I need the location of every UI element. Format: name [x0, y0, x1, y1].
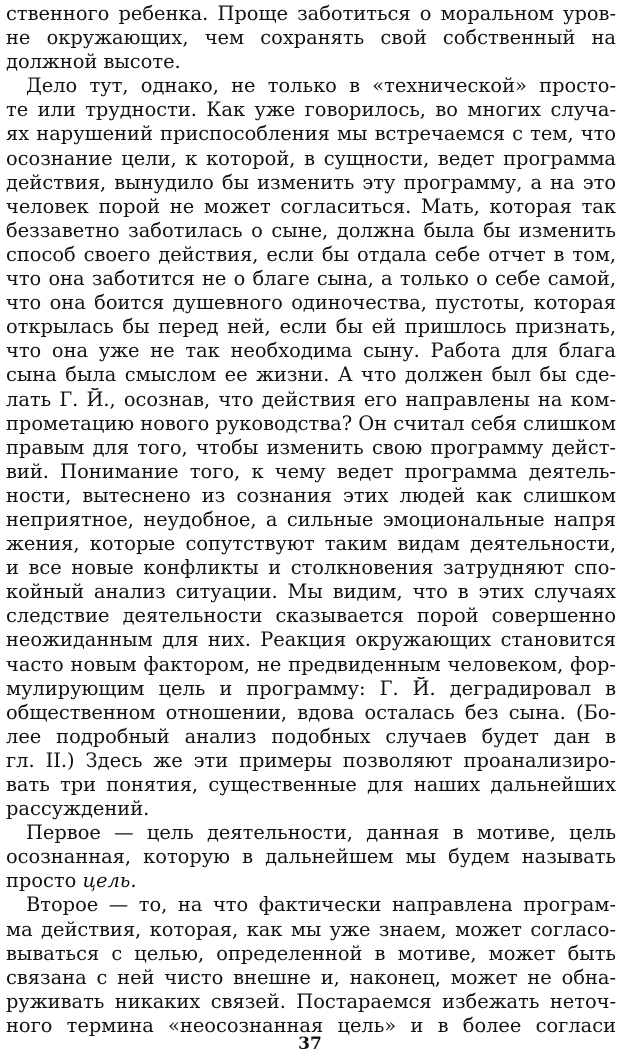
- text-line: ма действия, которая, как мы уже знаем, может согласо-: [6, 917, 616, 941]
- text-line: вываться с целью, определенной в мотиве, может быть: [6, 941, 616, 965]
- text-line: мулирующим цель и программу: Г. Й. деградировал в: [6, 676, 616, 700]
- text-line: Первое — цель деятельности, данная в мотиве, цель: [26, 821, 616, 845]
- text-line: ях нарушений приспособления мы встречаемся с тем, что: [6, 122, 616, 146]
- text-line: рассуждений.: [6, 797, 150, 821]
- text-line: ности, вытеснено из сознания этих людей как слишком: [6, 483, 616, 507]
- text-line: руживать никаких связей. Постараемся избежать неточ-: [6, 989, 616, 1013]
- text-line: вий. Понимание того, к чему ведет программа деятель-: [6, 459, 616, 483]
- text-line: беззаветно заботилась о сыне, должна была бы изменить: [6, 218, 616, 242]
- text-line: ственного ребенка. Проще заботиться о моральном уров-: [6, 2, 616, 25]
- text-line: человек порой не может согласиться. Мать, которая так: [6, 194, 616, 218]
- page-number: 37: [298, 1034, 322, 1054]
- text-line: ного термина «неосознанная цель» и в более согласи: [6, 1013, 616, 1037]
- text-line: [6, 869, 616, 893]
- text-line: лее подробный анализ подобных случаев будет дан в: [6, 724, 616, 748]
- text-line: сына была смыслом ее жизни. А что должен был бы сде-: [6, 363, 616, 387]
- text-line: гл. II.) Здесь же эти примеры позволяют проанализиро-: [6, 748, 616, 772]
- text-line: осознание цели, к которой, в сущности, ведет программа: [6, 146, 616, 170]
- text-line: койный анализ ситуации. Мы видим, что в этих случаях: [6, 580, 616, 604]
- text-line: что она заботится не о благе сына, а только о себе самой,: [6, 267, 616, 291]
- text-line: лать Г. Й., осознав, что действия его направлены на ком-: [6, 387, 616, 411]
- text-line: должной высоте.: [6, 50, 181, 74]
- text-line: общественном отношении, вдова осталась без сына. (Бо-: [6, 700, 616, 724]
- text-line: те или трудности. Как уже говорилось, во многих случа-: [6, 98, 616, 122]
- text-line: что она боится душевного одиночества, пустоты, которая: [6, 291, 616, 315]
- text-line: Дело тут, однако, не только в «технической» просто-: [26, 74, 616, 98]
- text-line: вать три понятия, существенные для наших дальнейших: [6, 773, 616, 796]
- text-line: не окружающих, чем сохранять свой собственный на: [6, 26, 616, 50]
- text-line: открылась бы перед ней, если бы ей пришлось признать,: [6, 315, 616, 339]
- text-segment: просто: [6, 869, 83, 893]
- text-line: часто новым фактором, не предвиденным человеком, фор-: [6, 652, 616, 676]
- text-line: действия, вынудило бы изменить эту программу, а на это: [6, 170, 616, 194]
- text-line: и все новые конфликты и столкновения затрудняют спо-: [6, 556, 616, 580]
- text-line: осознанная, которую в дальнейшем мы будем называть: [6, 845, 616, 869]
- text-line: связана с ней чисто внешне и, наконец, может не обна-: [6, 965, 616, 989]
- text-line: Второе — то, на что фактически направлена програм-: [26, 893, 616, 917]
- emphasized-term: цель.: [82, 869, 137, 893]
- text-line: способ своего действия, если бы отдала себе отчет в том,: [6, 242, 616, 266]
- text-line: жения, которые сопутствуют таким видам деятельности,: [6, 532, 616, 556]
- page-text: [6, 2, 616, 1038]
- text-line: правым для того, чтобы изменить свою программу дейст-: [6, 435, 616, 459]
- text-line: следствие деятельности сказывается порой совершенно: [6, 604, 616, 628]
- text-line: прометацию нового руководства? Он считал себя слишком: [6, 411, 616, 435]
- text-line: что она уже не так необходима сыну. Работа для блага: [6, 339, 616, 363]
- text-line: неприятное, неудобное, а сильные эмоциональные напря: [6, 507, 616, 531]
- text-line: неожиданным для них. Реакция окружающих становится: [6, 628, 616, 652]
